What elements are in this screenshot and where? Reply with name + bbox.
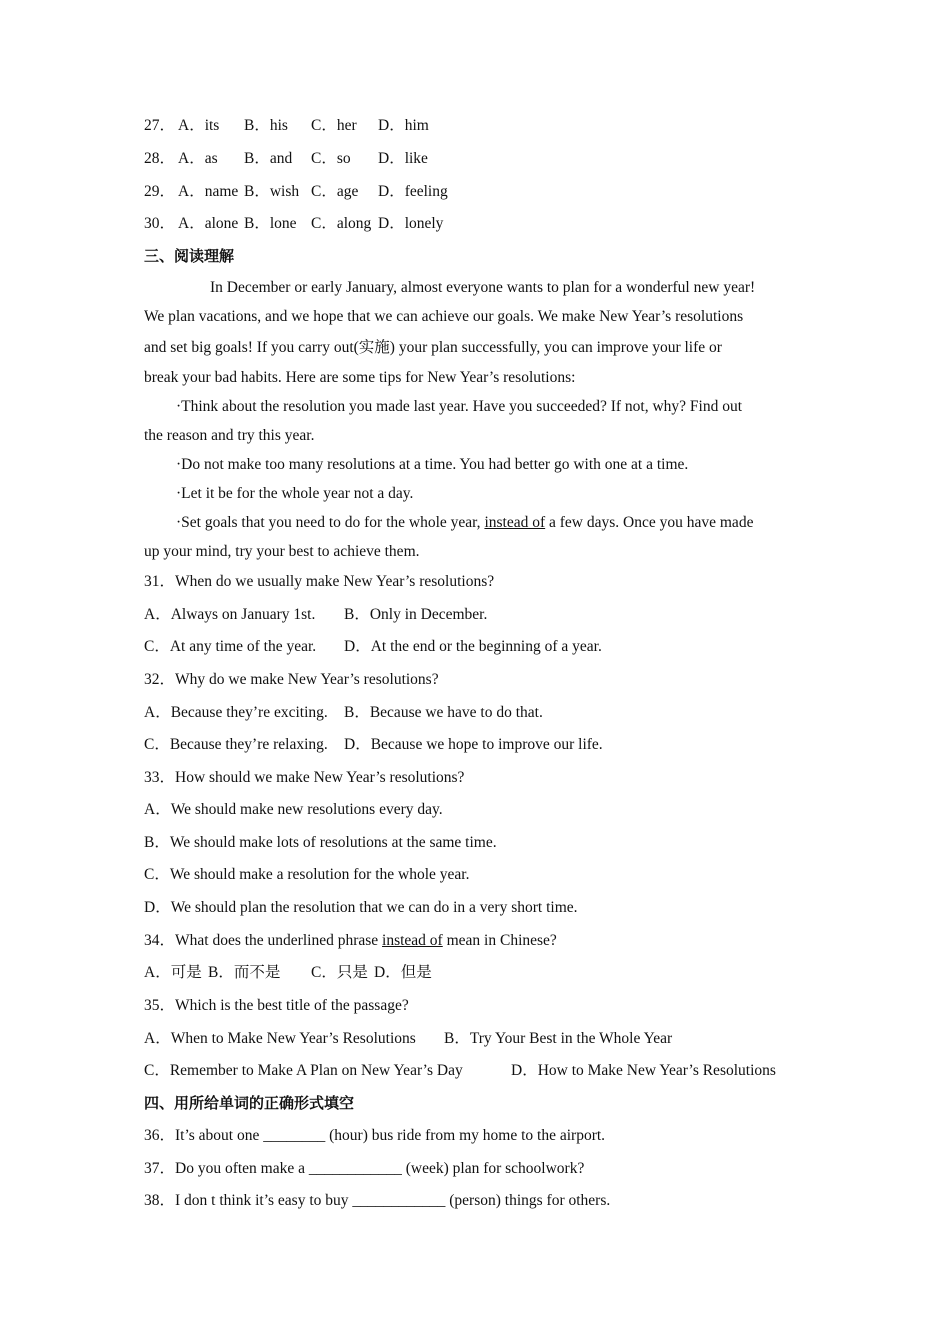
option-c: C．Because they’re relaxing. xyxy=(144,736,328,753)
option-d: D．At the end or the beginning of a year. xyxy=(344,638,602,655)
option-b: B．We should make lots of resolutions at the same time. xyxy=(144,834,497,851)
question-number: 27． xyxy=(144,117,176,134)
option-c: C．her xyxy=(311,117,357,134)
option-b: B．Only in December. xyxy=(344,606,488,623)
option-d: D．Because we hope to improve our life. xyxy=(344,736,603,753)
option-a: A．可是 xyxy=(144,964,202,981)
option-a: A．When to Make New Year’s Resolutions xyxy=(144,1030,416,1047)
question-34 xyxy=(144,931,557,951)
option-d: D．him xyxy=(378,117,429,134)
option-c: C．At any time of the year. xyxy=(144,638,317,655)
fill-question-38: 38．I don t think it’s easy to buy ____________ (person) things for others. xyxy=(144,1192,611,1209)
underlined-phrase: instead of xyxy=(382,932,443,949)
question-35: 35．Which is the best title of the passage? xyxy=(144,997,409,1014)
fill-question-37: 37．Do you often make a ____________ (week) plan for schoolwork? xyxy=(144,1160,585,1177)
section-heading-fill: 四、用所给单词的正确形式填空 xyxy=(144,1094,355,1112)
question-number: 30． xyxy=(144,215,176,232)
option-b: B．wish xyxy=(244,183,300,200)
question-31: 31．When do we usually make New Year’s resolutions? xyxy=(144,573,495,590)
option-b: B．his xyxy=(244,117,288,134)
question-33: 33．How should we make New Year’s resolutions? xyxy=(144,769,465,786)
option-a: A．Because they’re exciting. xyxy=(144,704,328,721)
option-a: A．its xyxy=(178,117,220,134)
passage-line: In December or early January, almost everyone wants to plan for a wonderful new year! xyxy=(210,279,756,296)
underlined-phrase: instead of xyxy=(484,514,546,531)
option-d: D．How to Make New Year’s Resolutions xyxy=(511,1062,776,1079)
passage-line: and set big goals! If you carry out(实施) your plan successfully, you can improve your life or xyxy=(144,339,722,356)
option-c: C．Remember to Make A Plan on New Year’s Day xyxy=(144,1062,463,1079)
tip-4-line xyxy=(176,513,753,533)
option-d: D．like xyxy=(378,150,428,167)
option-b: B．Try Your Best in the Whole Year xyxy=(444,1030,673,1047)
tip-2: ·Do not make too many resolutions at a time. You had better go with one at a time. xyxy=(176,456,689,473)
option-a: A．We should make new resolutions every day. xyxy=(144,801,443,818)
question-text: 34．What does the underlined phrase xyxy=(144,932,383,949)
question-number: 29． xyxy=(144,183,176,200)
passage-line: We plan vacations, and we hope that we can achieve our goals. We make New Year’s resolutions xyxy=(144,308,744,325)
option-d: D．lonely xyxy=(378,215,444,232)
option-b: B．lone xyxy=(244,215,297,232)
tip-1-line: ·Think about the resolution you made last year. Have you succeeded? If not, why? Find out xyxy=(176,398,743,415)
option-c: C．age xyxy=(311,183,359,200)
option-c: C．We should make a resolution for the whole year. xyxy=(144,866,470,883)
option-d: D．We should plan the resolution that we can do in a very short time. xyxy=(144,899,578,916)
option-d: D．但是 xyxy=(374,964,432,981)
option-a: A．alone xyxy=(178,215,239,232)
question-32: 32．Why do we make New Year’s resolutions? xyxy=(144,671,439,688)
option-c: C．along xyxy=(311,215,372,232)
tip-1-line: the reason and try this year. xyxy=(144,427,315,444)
tip-4-line: up your mind, try your best to achieve them. xyxy=(144,543,420,560)
option-c: C．只是 xyxy=(311,964,368,981)
section-heading-reading: 三、阅读理解 xyxy=(144,247,235,265)
tip-4-text: ·Set goals that you need to do for the whole year, xyxy=(176,514,485,531)
tip-3: ·Let it be for the whole year not a day. xyxy=(176,485,414,502)
option-a: A．name xyxy=(178,183,239,200)
option-b: B．而不是 xyxy=(208,964,281,981)
fill-question-36: 36．It’s about one ________ (hour) bus ride from my home to the airport. xyxy=(144,1127,606,1144)
passage-line: break your bad habits. Here are some tips for New Year’s resolutions: xyxy=(144,369,576,386)
question-text: mean in Chinese? xyxy=(442,932,557,949)
option-a: A．Always on January 1st. xyxy=(144,606,316,623)
option-b: B．Because we have to do that. xyxy=(344,704,543,721)
question-number: 28． xyxy=(144,150,176,167)
option-b: B．and xyxy=(244,150,293,167)
option-a: A．as xyxy=(178,150,218,167)
option-c: C．so xyxy=(311,150,351,167)
tip-4-text: a few days. Once you have made xyxy=(545,514,754,531)
option-d: D．feeling xyxy=(378,183,448,200)
